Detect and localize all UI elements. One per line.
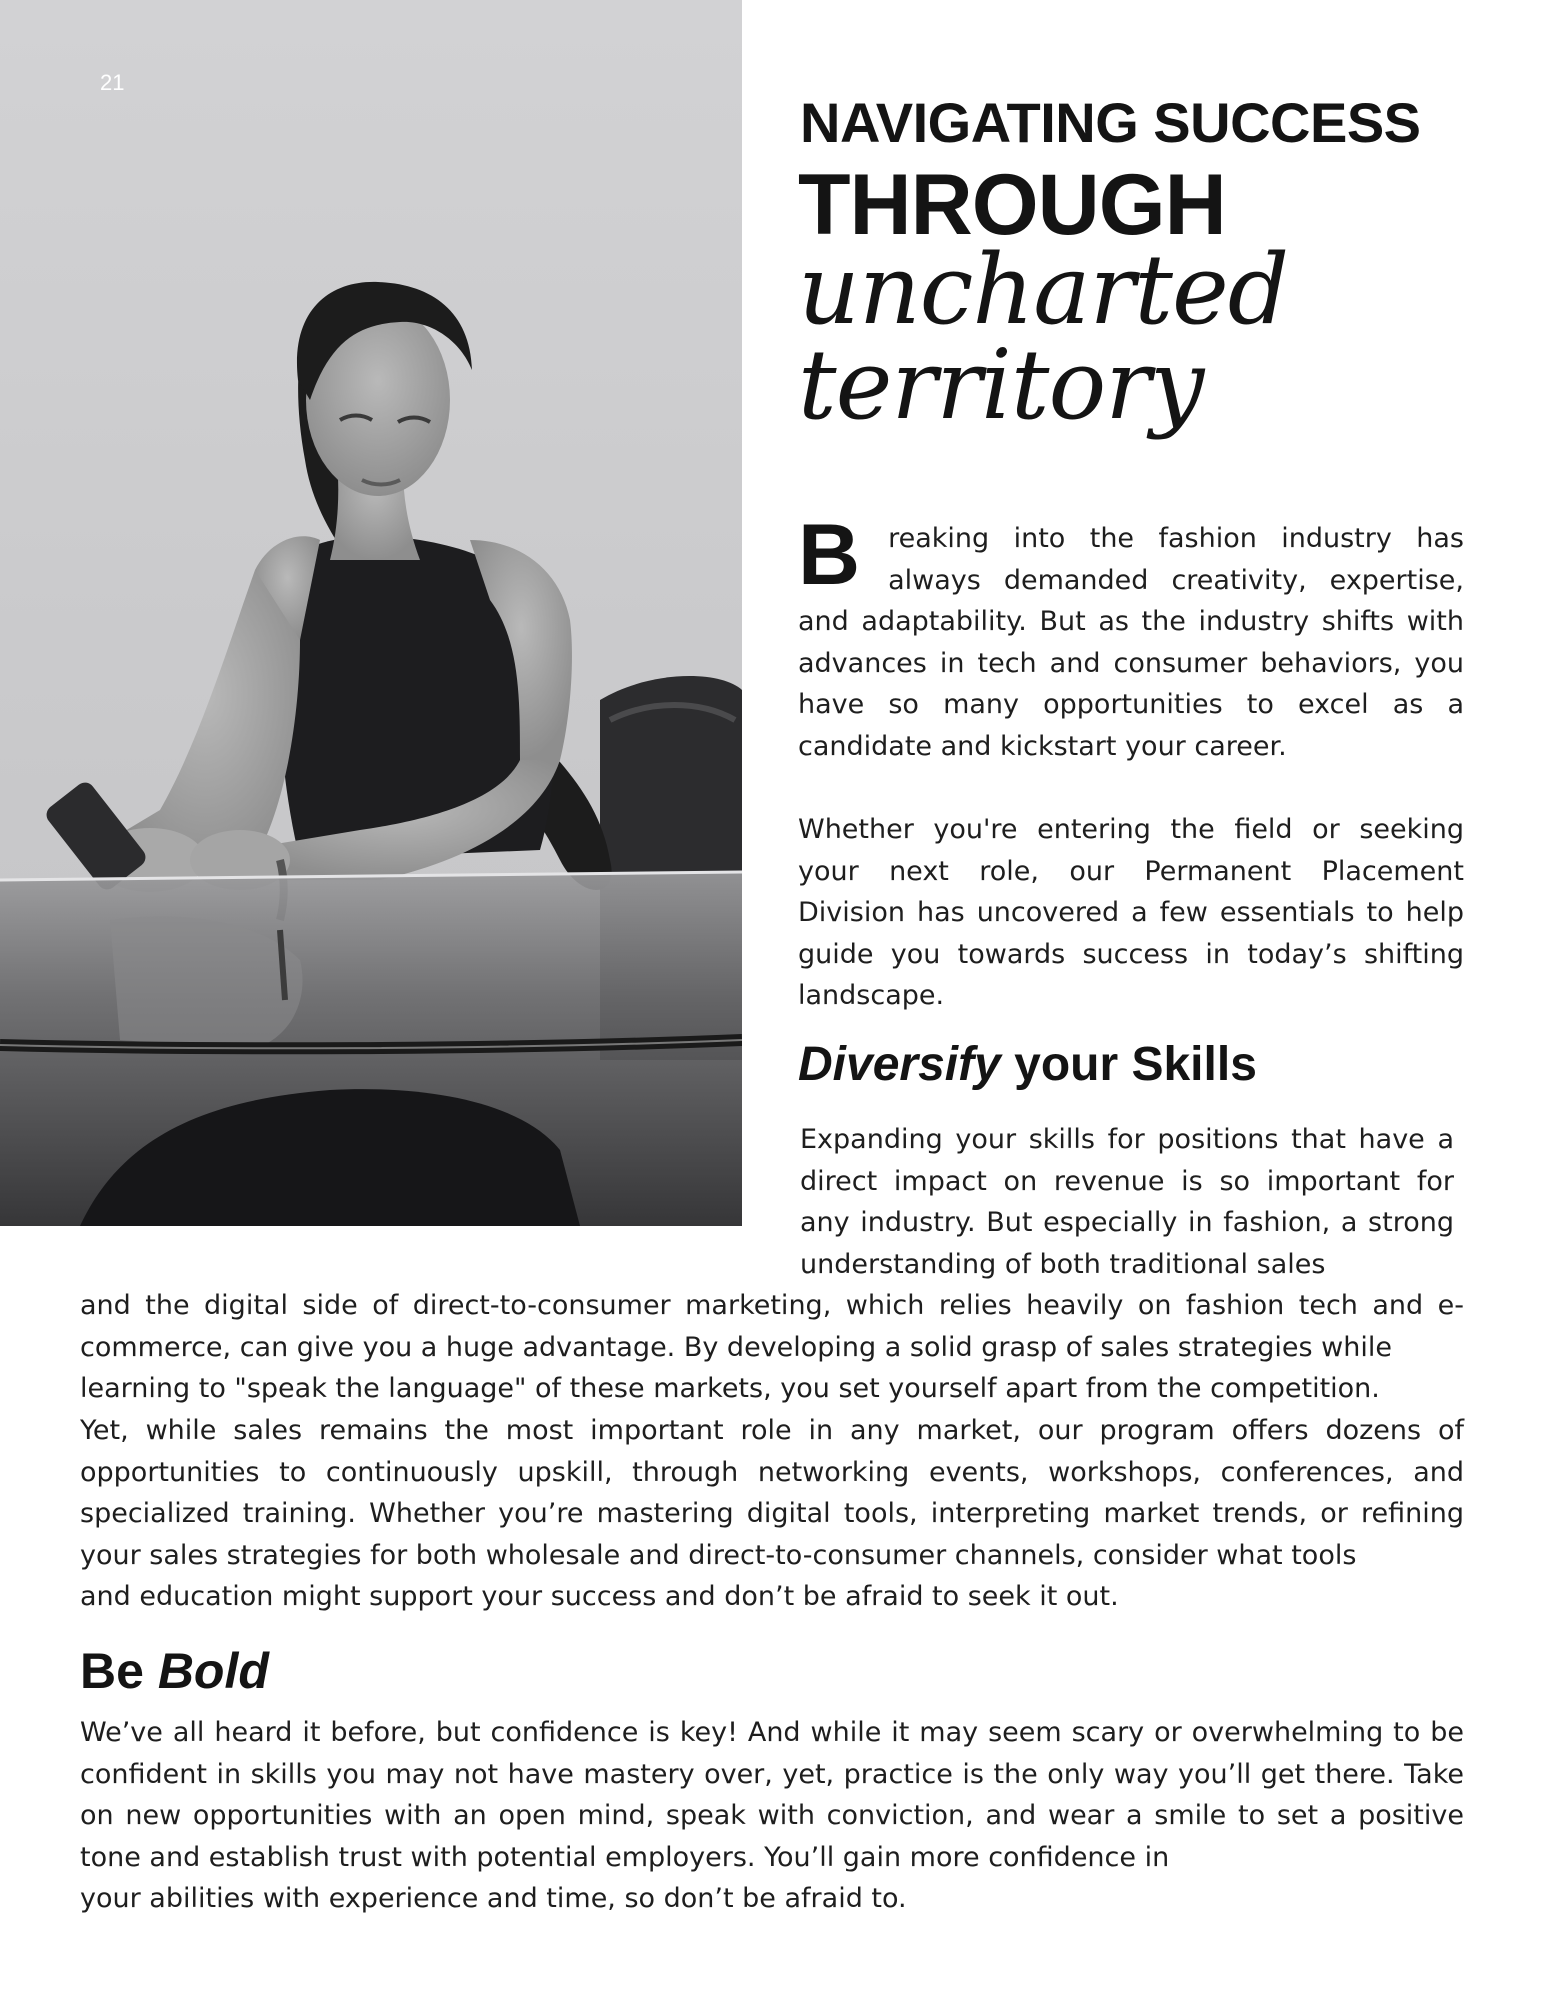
bold-paragraph (80, 1712, 1464, 1920)
heading-italic-word: Bold (157, 1643, 269, 1699)
heading-rest: your Skills (1000, 1038, 1257, 1091)
page-number: 21 (100, 70, 125, 95)
intro-paragraph-2 (798, 809, 1464, 1017)
heading-plain-word: Be (80, 1643, 158, 1699)
section-heading-skills (798, 1035, 1257, 1095)
skills-paragraph-second-last: and education might support your success and don’t be afraid to seek it out. (80, 1581, 1119, 1612)
intro-paragraph (798, 507, 1464, 767)
intro-paragraph-2-text: Whether you're entering the field or seeking your next role, our Permanent Placement Division has uncovered a few essentials to help guide you towards success in today’s shifting landscape. (798, 814, 1464, 1011)
skills-paragraph-second-text: Yet, while sales remains the most important role in any market, our program offers dozens of opportunities to continuously upskill, through networking events, workshops, conferences, and specialized training. Whether you’re mastering digital tools, interpreting market trends, or refining your sales strategies for both wholesale and direct-to-consumer channels, consider what tools (80, 1415, 1464, 1571)
title-line-3: uncharted (798, 234, 1289, 346)
skills-paragraph-second (80, 1410, 1464, 1618)
woman-with-phone-photo-icon (0, 0, 742, 1226)
bold-paragraph-text: We’ve all heard it before, but confidence is key! And while it may seem scary or overwhelming to be confident in skills you may not have mastery over, yet, practice is the only way you’ll get there. Take on new opportunities with an open mind, speak with conviction, and wear a smile to set a positive tone and establish trust with potential employers. You’ll gain more confidence in (80, 1717, 1464, 1873)
intro-paragraph-text: reaking into the fashion industry has always demanded creativity, expertise, and adaptability. But as the industry shifts with advances in tech and consumer behaviors, you have so many opportunities to excel as a candidate and kickstart your career. (798, 523, 1464, 762)
article-photo (0, 0, 742, 1226)
title-line-2: THROUGH (798, 157, 1226, 253)
title-line-4: territory (798, 329, 1204, 441)
skills-paragraph-top-text: Expanding your skills for positions that have a direct impact on revenue is so important for any industry. But especially in fashion, a strong understanding of both traditional sales (800, 1124, 1454, 1280)
heading-italic-word: Diversify (798, 1038, 1001, 1091)
skills-paragraph-continued-text: and the digital side of direct-to-consumer marketing, which relies heavily on fashion tech and e-commerce, can give you a huge advantage. By developing a solid grasp of sales strategies while (80, 1290, 1464, 1363)
bold-paragraph-last: your abilities with experience and time, so don’t be afraid to. (80, 1883, 907, 1914)
skills-paragraph-top (800, 1119, 1454, 1285)
skills-paragraph-continued (80, 1285, 1464, 1410)
skills-paragraph-continued-last: learning to "speak the language" of these markets, you set yourself apart from the competition. (80, 1373, 1380, 1404)
section-heading-bold (80, 1640, 269, 1702)
title-line-1: NAVIGATING SUCCESS (800, 91, 1421, 154)
drop-cap: B (798, 507, 861, 603)
